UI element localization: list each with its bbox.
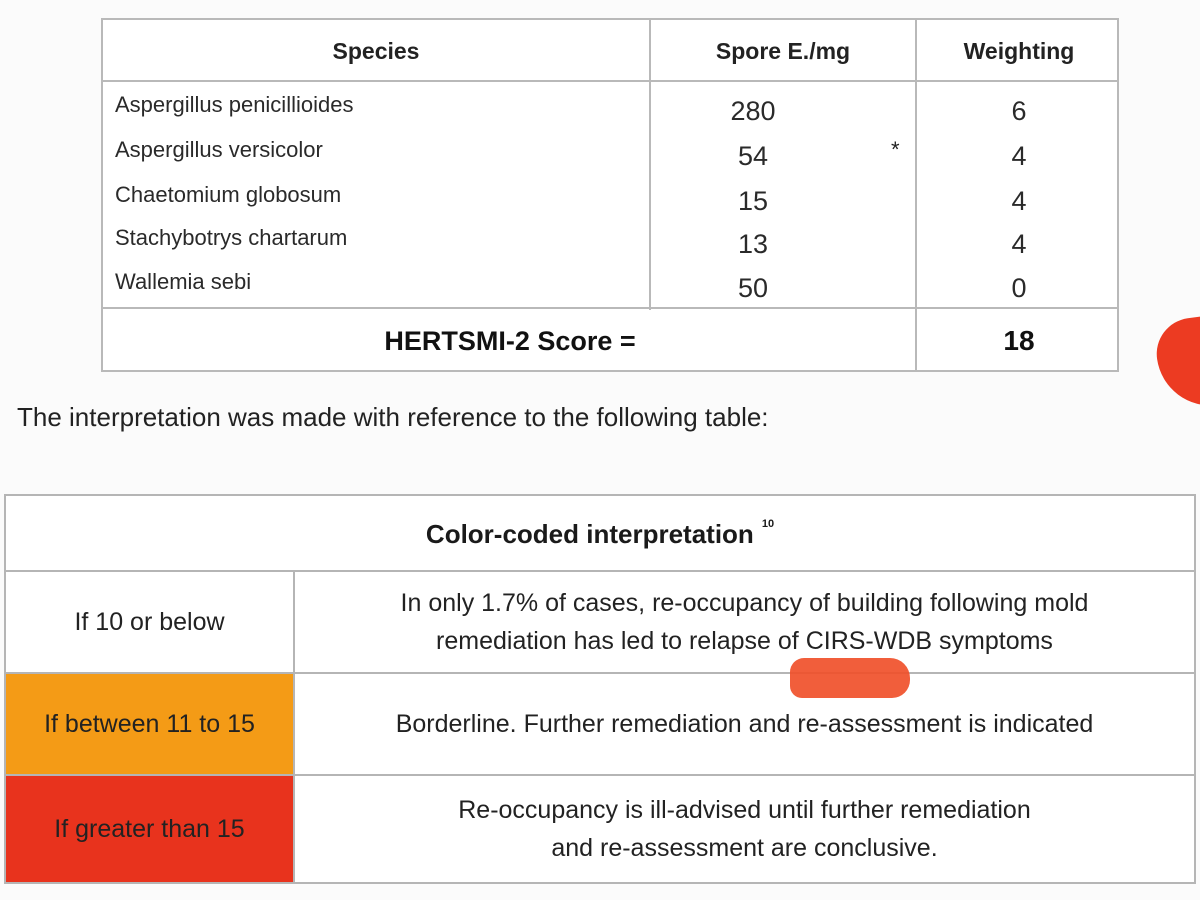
spore-value: 280 [730, 96, 776, 126]
weighting-value: 4 [1011, 141, 1027, 171]
spore-value: 15 [737, 186, 769, 216]
species-name: Chaetomium globosum [115, 182, 342, 207]
red-marker-scribble [1152, 314, 1200, 413]
species-name: Aspergillus penicillioides [115, 92, 354, 117]
table-row [103, 92, 1117, 136]
threshold-mid-text [295, 674, 1194, 774]
threshold-high-line2: and re-assessment are conclusive. [551, 834, 938, 862]
weighting-value: 4 [1011, 186, 1027, 216]
table-row [103, 182, 1117, 226]
threshold-low-line1: In only 1.7% of cases, re-occupancy of building following mold [400, 589, 1089, 617]
threshold-high-line1: Re-occupancy is ill-advised until further remediation [458, 796, 1031, 824]
header-species: Species [332, 37, 420, 64]
interpretation-title [6, 496, 1194, 572]
table-row [103, 225, 1117, 269]
species-name: Wallemia sebi [115, 269, 252, 294]
threshold-low-line2: remediation has led to relapse of CIRS-WDB symptoms [436, 627, 1053, 655]
asterisk-mark: * [891, 137, 900, 162]
threshold-mid-label: If between 11 to 15 [6, 674, 293, 774]
header-weighting: Weighting [963, 37, 1075, 64]
score-value: 18 [1003, 325, 1035, 356]
interpretation-table [4, 494, 1196, 884]
threshold-low-label: If 10 or below [74, 607, 225, 636]
weighting-value: 4 [1011, 229, 1027, 259]
threshold-high-text [295, 776, 1194, 882]
header-spore: Spore E./mg [715, 37, 851, 64]
spore-value: 13 [737, 229, 769, 259]
table-row [103, 137, 1117, 181]
spore-value: 54 [737, 141, 769, 171]
table-row [103, 269, 1117, 313]
species-name: Stachybotrys chartarum [115, 225, 348, 250]
reference-sentence: The interpretation was made with reference to the following table: [17, 402, 769, 432]
footnote-marker: 10 [761, 518, 775, 530]
threshold-low-text [295, 572, 1194, 672]
score-label: HERTSMI-2 Score = [384, 325, 636, 356]
threshold-mid-line1: Borderline. Further remediation and re-assessment is indicated [395, 710, 1094, 738]
weighting-value: 0 [1011, 273, 1027, 303]
spore-value: 50 [737, 273, 769, 303]
species-name: Aspergillus versicolor [115, 137, 323, 162]
hertsmi-table [101, 18, 1119, 372]
weighting-value: 6 [1011, 96, 1027, 126]
threshold-high-label: If greater than 15 [6, 776, 293, 882]
red-marker-smudge [790, 658, 910, 698]
interpretation-title-text: Color-coded interpretation [425, 518, 754, 549]
